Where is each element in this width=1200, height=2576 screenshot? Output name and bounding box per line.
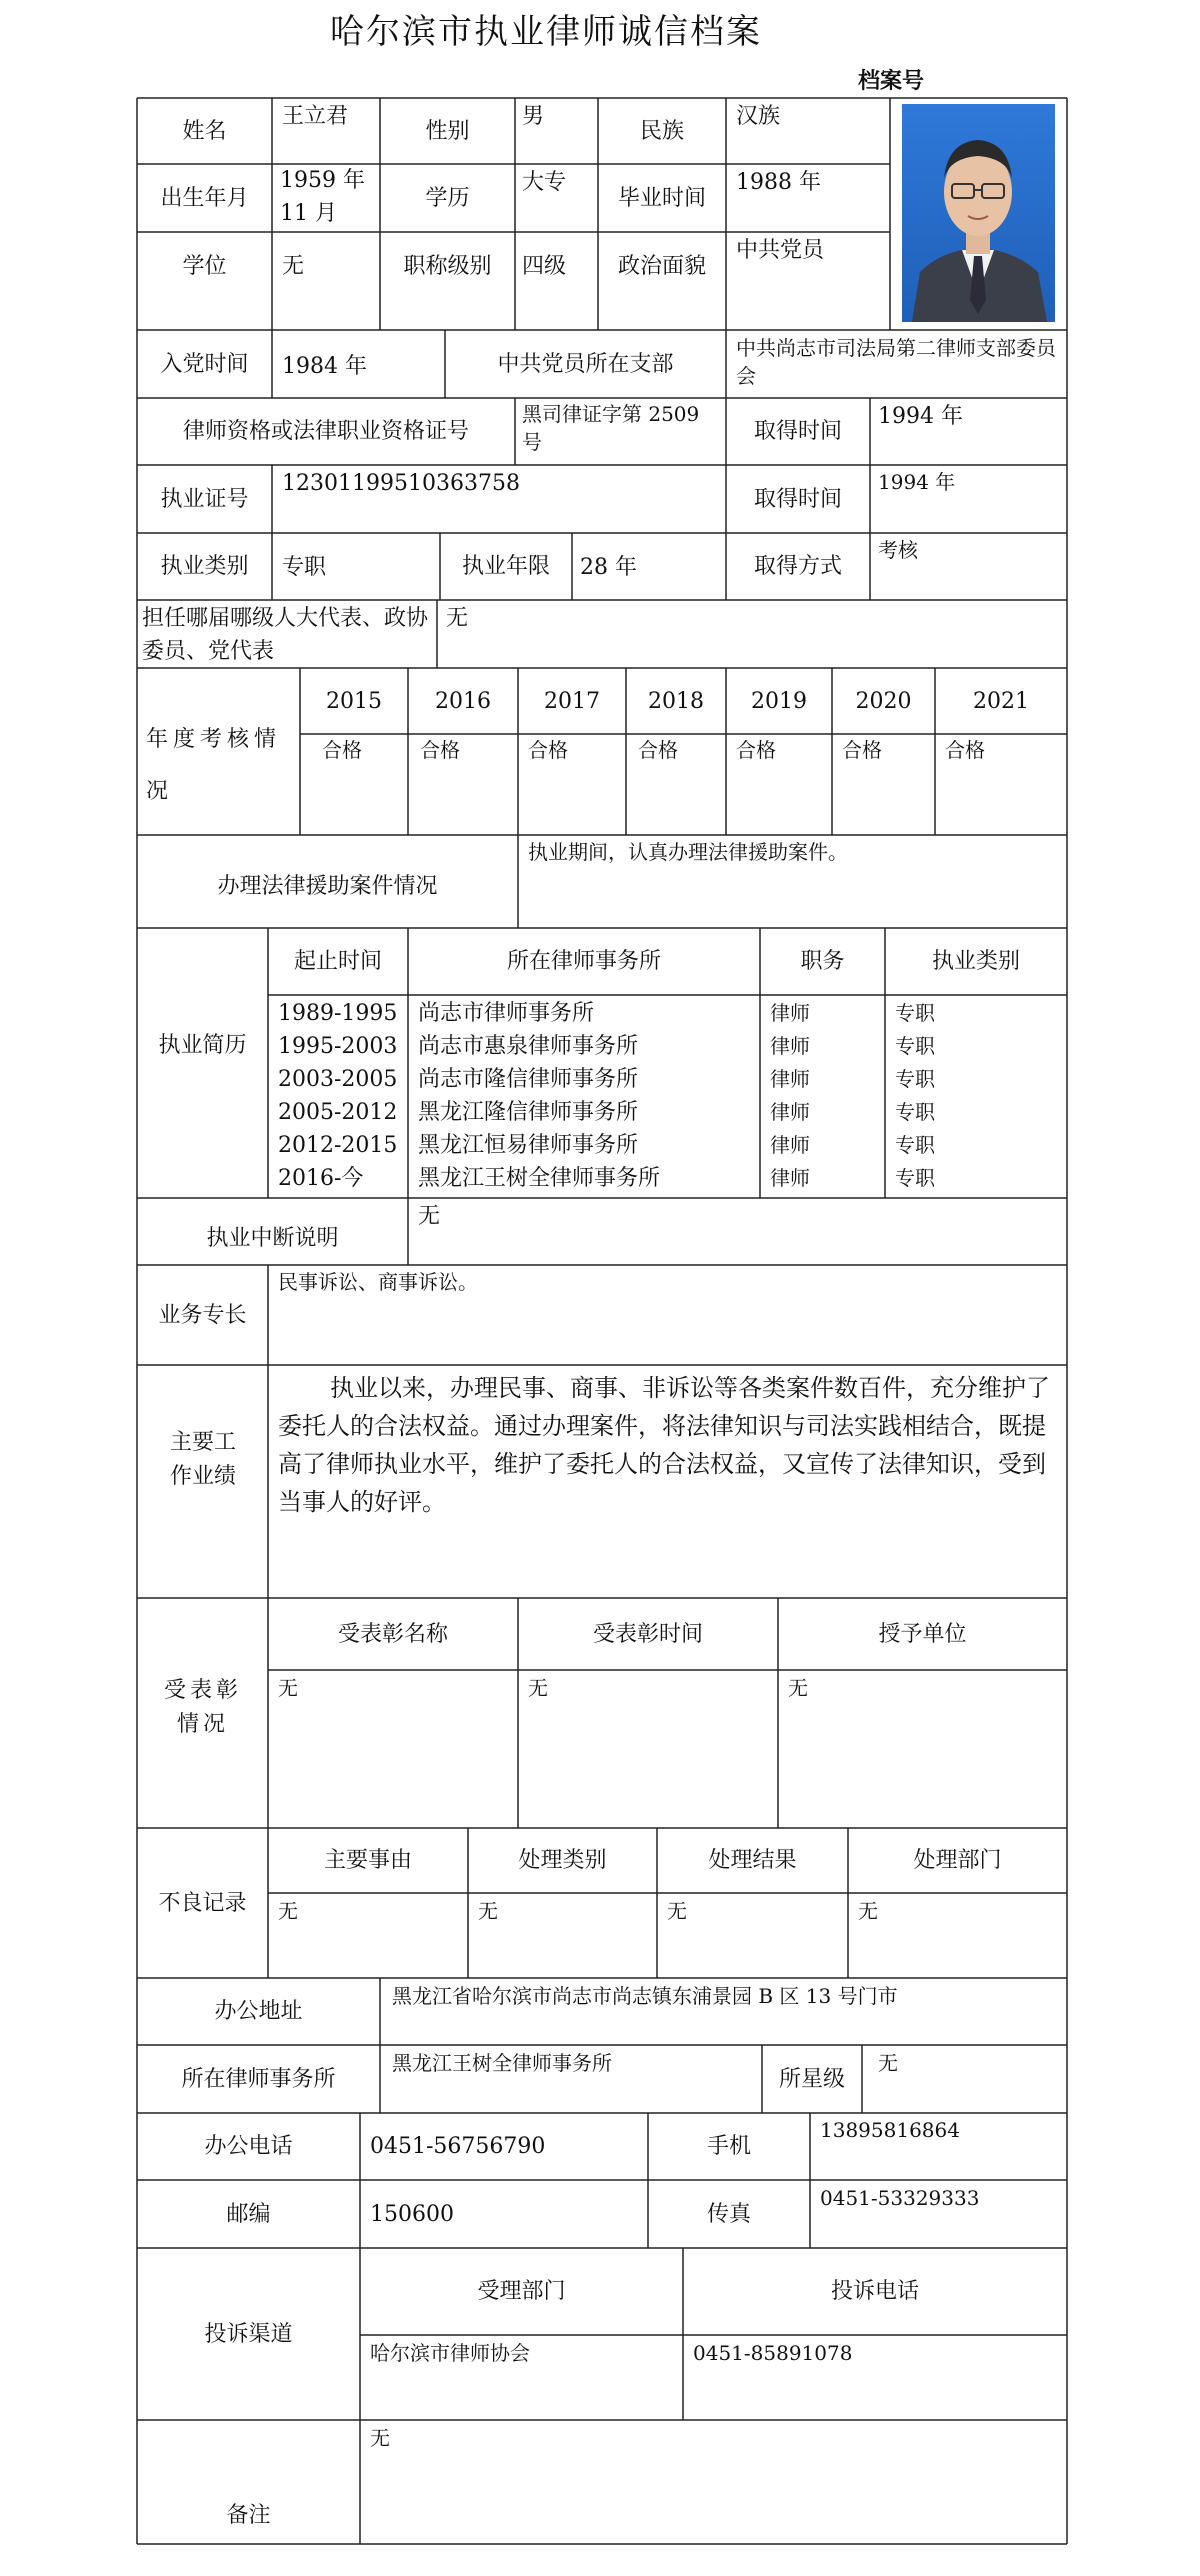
bad-record-header: 处理类别 — [518, 1848, 607, 1873]
office-address-label: 办公地址 — [214, 1999, 303, 2024]
complaint-phone-value: 0451-85891078 — [693, 2341, 853, 2365]
certificate-date-value: 1994 年 — [878, 404, 963, 429]
degree-value: 无 — [282, 254, 305, 279]
bad-record-header: 处理结果 — [708, 1848, 797, 1873]
license-label: 执业证号 — [160, 486, 249, 512]
certificate-date-label: 取得时间 — [753, 419, 842, 444]
achievement-value: 执业以来，办理民事、商事、非诉讼等各类案件数百件，充分维护了委托人的合法权益。通过办理案件，将法律知识与司法实践相结合，既提高了律师执业水平，维护了委托人的合法权益，又宣传了法律知识，受到当事人的好评。 — [278, 1374, 1050, 1516]
ethnicity-label: 民族 — [639, 118, 684, 144]
lawyer-photo — [902, 104, 1055, 322]
office-phone-label: 办公电话 — [204, 2134, 293, 2159]
practice-years-value: 28 年 — [580, 555, 637, 580]
honors-name-value: 无 — [278, 1676, 298, 1700]
birth-label: 出生年月 — [160, 185, 249, 211]
legal-aid-value: 执业期间，认真办理法律援助案件。 — [528, 840, 848, 864]
annual-result: 合格 — [528, 738, 568, 762]
gender-label: 性别 — [425, 118, 470, 144]
history-type: 专职 — [895, 1067, 935, 1091]
annual-year: 2020 — [855, 688, 912, 714]
achievement-label: 主要工作业绩 — [169, 1430, 236, 1489]
history-header: 起止时间 — [293, 949, 382, 974]
annual-year: 2017 — [544, 688, 600, 714]
specialty-value: 民事诉讼、商事诉讼。 — [278, 1270, 478, 1294]
party-branch-label: 中共党员所在支部 — [497, 351, 674, 377]
certificate-value: 黑司律证字第 2509 号 — [522, 402, 700, 454]
education-value: 大专 — [522, 170, 567, 195]
party-branch-value: 中共尚志市司法局第二律师支部委员会 — [736, 336, 1056, 388]
bad-record-value: 无 — [478, 1899, 498, 1923]
practice-type-label: 执业类别 — [160, 554, 249, 579]
history-period: 2016-今 — [278, 1166, 364, 1191]
firm-star-value: 无 — [878, 2051, 898, 2075]
annual-result: 合格 — [842, 738, 882, 762]
history-header: 所在律师事务所 — [506, 949, 661, 974]
gender-value: 男 — [522, 104, 545, 129]
history-firm: 黑龙江隆信律师事务所 — [418, 1100, 639, 1125]
history-firm: 黑龙江王树全律师事务所 — [418, 1166, 661, 1191]
work-history-label: 执业简历 — [158, 1032, 247, 1058]
fax-label: 传真 — [706, 2201, 751, 2227]
honors-label: 受表彰情况 — [163, 1678, 242, 1737]
party-join-value: 1984 年 — [282, 354, 367, 379]
history-firm: 尚志市惠泉律师事务所 — [418, 1034, 639, 1059]
bad-record-value: 无 — [278, 1899, 298, 1923]
practice-years-label: 执业年限 — [461, 554, 550, 579]
file-number-label: 档案号 — [858, 68, 925, 94]
political-label: 政治面貌 — [617, 253, 706, 279]
interruption-label: 执业中断说明 — [206, 1225, 339, 1251]
title-level-label: 职称级别 — [403, 253, 492, 279]
history-firm: 尚志市隆信律师事务所 — [418, 1067, 639, 1092]
fax-value: 0451-53329333 — [820, 2186, 980, 2210]
history-position: 律师 — [770, 1001, 810, 1025]
honors-unit-value: 无 — [788, 1676, 808, 1700]
complaint-label: 投诉渠道 — [204, 2321, 293, 2347]
history-header: 执业类别 — [931, 949, 1020, 974]
bad-record-header: 处理部门 — [913, 1848, 1002, 1873]
complaint-dept-value: 哈尔滨市律师协会 — [370, 2341, 530, 2365]
annual-year: 2016 — [435, 688, 491, 714]
history-position: 律师 — [770, 1067, 810, 1091]
representative-label: 担任哪届哪级人大代表、政协委员、党代表 — [142, 606, 429, 664]
remarks-label: 备注 — [226, 2502, 271, 2528]
honors-header: 授予单位 — [878, 1621, 967, 1647]
history-header: 职务 — [800, 949, 845, 974]
education-label: 学历 — [425, 185, 470, 211]
history-position: 律师 — [770, 1133, 810, 1157]
interruption-value: 无 — [418, 1204, 441, 1229]
license-value: 12301199510363758 — [282, 471, 520, 496]
annual-review-label: 年度考核情况 — [146, 727, 282, 804]
annual-year: 2021 — [973, 688, 1029, 714]
office-phone-value: 0451-56756790 — [370, 2134, 546, 2159]
annual-year: 2018 — [648, 688, 704, 714]
portrait-image — [902, 104, 1055, 322]
mobile-value: 13895816864 — [820, 2118, 960, 2142]
title-level-value: 四级 — [522, 254, 567, 279]
acquisition-method-label: 取得方式 — [753, 554, 842, 579]
annual-year: 2019 — [751, 688, 807, 714]
annual-result: 合格 — [420, 738, 460, 762]
annual-result: 合格 — [638, 738, 678, 762]
history-position: 律师 — [770, 1166, 810, 1190]
document-title: 哈尔滨市执业律师诚信档案 — [330, 12, 762, 52]
bad-record-value: 无 — [667, 1899, 687, 1923]
license-date-value: 1994 年 — [878, 470, 956, 494]
history-firm: 尚志市律师事务所 — [418, 1001, 595, 1026]
name-value: 王立君 — [282, 104, 349, 129]
postcode-value: 150600 — [370, 2202, 454, 2227]
party-join-label: 入党时间 — [160, 351, 249, 377]
certificate-label: 律师资格或法律职业资格证号 — [182, 419, 469, 444]
history-type: 专职 — [895, 1100, 935, 1124]
honors-header: 受表彰名称 — [337, 1621, 448, 1647]
law-firm-value: 黑龙江王树全律师事务所 — [392, 2051, 612, 2075]
annual-result: 合格 — [945, 738, 985, 762]
history-type: 专职 — [895, 1133, 935, 1157]
name-label: 姓名 — [182, 118, 227, 144]
history-period: 2005-2012 — [278, 1100, 398, 1125]
history-type: 专职 — [895, 1034, 935, 1058]
firm-star-label: 所星级 — [778, 2066, 845, 2092]
history-position: 律师 — [770, 1034, 810, 1058]
political-value: 中共党员 — [736, 238, 825, 263]
ethnicity-value: 汉族 — [736, 104, 781, 129]
acquisition-method-value: 考核 — [878, 538, 918, 562]
specialty-label: 业务专长 — [158, 1302, 247, 1328]
history-period: 2012-2015 — [278, 1133, 398, 1158]
complaint-dept-label: 受理部门 — [477, 2279, 566, 2304]
remarks-value: 无 — [370, 2426, 390, 2450]
honors-date-value: 无 — [528, 1676, 548, 1700]
honors-header: 受表彰时间 — [592, 1621, 703, 1647]
history-type: 专职 — [895, 1166, 935, 1190]
annual-year: 2015 — [326, 688, 382, 714]
annual-result: 合格 — [322, 738, 362, 762]
practice-type-value: 专职 — [282, 555, 327, 580]
license-date-label: 取得时间 — [753, 486, 842, 512]
office-address-value: 黑龙江省哈尔滨市尚志市尚志镇东浦景园 B 区 13 号门市 — [392, 1984, 898, 2008]
bad-record-value: 无 — [858, 1899, 878, 1923]
graduation-value: 1988 年 — [736, 170, 821, 195]
history-position: 律师 — [770, 1100, 810, 1124]
bad-record-header: 主要事由 — [323, 1848, 412, 1873]
representative-value: 无 — [446, 606, 469, 631]
legal-aid-label: 办理法律援助案件情况 — [217, 873, 438, 899]
history-firm: 黑龙江恒易律师事务所 — [418, 1133, 639, 1158]
degree-label: 学位 — [182, 253, 227, 279]
graduation-label: 毕业时间 — [617, 185, 706, 211]
history-period: 1995-2003 — [278, 1034, 398, 1059]
annual-result: 合格 — [736, 738, 776, 762]
mobile-label: 手机 — [706, 2134, 751, 2159]
history-type: 专职 — [895, 1001, 935, 1025]
law-firm-label: 所在律师事务所 — [181, 2066, 336, 2092]
history-period: 1989-1995 — [278, 1001, 398, 1026]
bad-record-label: 不良记录 — [158, 1890, 247, 1916]
postcode-label: 邮编 — [226, 2201, 271, 2227]
birth-value: 1959 年 11 月 — [280, 168, 365, 226]
history-period: 2003-2005 — [278, 1067, 398, 1092]
complaint-phone-label: 投诉电话 — [830, 2279, 919, 2304]
